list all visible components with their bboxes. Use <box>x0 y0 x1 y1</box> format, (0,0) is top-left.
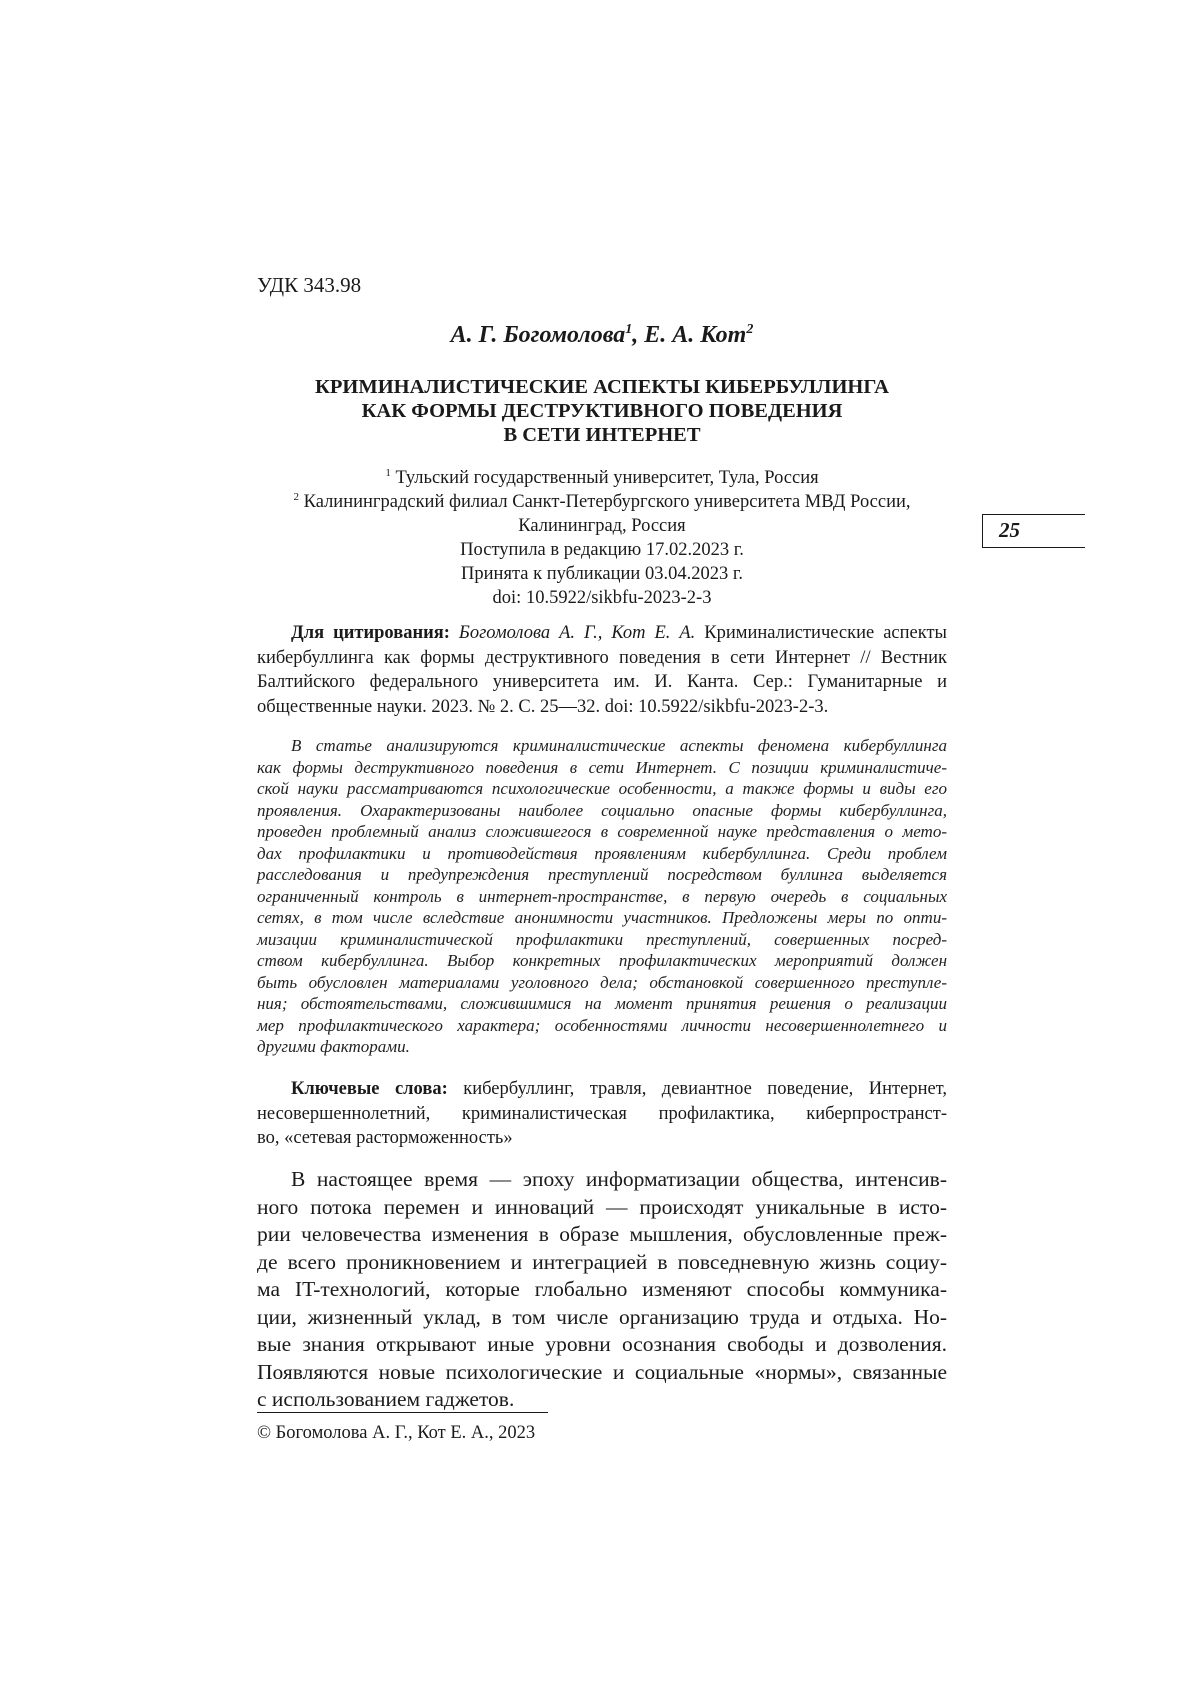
keywords-text: кибербуллинг, травля, девиантное поведение, Интернет, <box>447 1079 947 1099</box>
affiliation-2-sup: 2 <box>293 490 299 503</box>
page-number-box <box>982 514 1085 548</box>
received-date: Поступила в редакцию 17.02.2023 г. <box>460 540 744 560</box>
body-line: ного потока перемен и инноваций — происходят уникальные в исто- <box>257 1194 947 1219</box>
article-title <box>257 375 947 447</box>
body-line: В настоящее время — эпоху информатизации общества, интенсив- <box>291 1167 947 1191</box>
abstract-line: ской науки рассматриваются психологические особенности, а также формы и виды его <box>257 779 947 798</box>
abstract-line: мизации криминалистической профилактики преступлений, совершенных посред- <box>257 929 947 949</box>
title-line: КРИМИНАЛИСТИЧЕСКИЕ АСПЕКТЫ КИБЕРБУЛЛИНГА <box>315 376 889 398</box>
abstract-line: ством кибербуллинга. Выбор конкретных профилактических мероприятий должен <box>257 951 947 970</box>
abstract-line: как формы деструктивного поведения в сети Интернет. С позиции криминалистиче- <box>257 757 947 777</box>
copyright-note: © Богомолова А. Г., Кот Е. А., 2023 <box>257 1423 536 1443</box>
doi: doi: 10.5922/sikbfu-2023-2-3 <box>492 588 712 608</box>
author-separator: , <box>632 322 645 348</box>
body-line: ма IT-технологий, которые глобально изменяют способы коммуника- <box>257 1277 947 1301</box>
keywords-line <box>257 1077 947 1102</box>
affiliation-1 <box>257 466 947 490</box>
abstract-line: ния; обстоятельствами, сложившимися на момент принятия решения о реализации <box>257 994 947 1013</box>
abstract-line: проведен проблемный анализ сложившегося в современной науке представления о мето- <box>257 822 947 841</box>
body-line: Появляются новые психологические и социальные «нормы», связанные <box>257 1359 947 1384</box>
abstract <box>257 735 947 1058</box>
abstract-line: В статье анализируются криминалистические аспекты феномена кибербуллинга <box>291 736 947 755</box>
title-line: В СЕТИ ИНТЕРНЕТ <box>503 424 701 446</box>
abstract-line: быть обусловлен материалами уголовного дела; обстановкой совершенного преступле- <box>257 972 947 992</box>
body-line: вые знания открывают иные уровни осознания свободы и дозволения. <box>257 1332 947 1356</box>
abstract-line: проявления. Охарактеризованы наиболее социально опасные формы кибербуллинга, <box>257 800 947 820</box>
abstract-line: расследования и предупреждения преступлений посредством буллинга выделяется <box>257 865 947 884</box>
footnote-divider <box>257 1412 548 1413</box>
keywords-block <box>257 1077 947 1151</box>
author-1-sup: 1 <box>625 322 633 337</box>
author-2-sup: 2 <box>746 322 754 337</box>
abstract-line: другими факторами. <box>257 1037 410 1056</box>
title-line: КАК ФОРМЫ ДЕСТРУКТИВНОГО ПОВЕДЕНИЯ <box>361 400 843 422</box>
citation-label: Для цитирования: <box>291 623 450 643</box>
authors-line <box>257 322 947 349</box>
keywords-line: несовершеннолетний, криминалистическая профилактика, киберпространст- <box>257 1103 947 1124</box>
abstract-line: сетях, в том числе вследствие анонимности участников. Предложены меры по опти- <box>257 908 947 927</box>
author-1: А. Г. Богомолова <box>450 322 626 348</box>
citation-authors: Богомолова А. Г., Кот Е. А. <box>449 623 696 643</box>
body-line: рии человечества изменения в образе мышления, обусловленные преж- <box>257 1222 947 1246</box>
affiliation-2-city: Калининград, Россия <box>518 516 686 536</box>
keywords-label: Ключевые слова: <box>291 1079 448 1099</box>
body-line: де всего проникновением и интеграцией в повседневную жизнь социу- <box>257 1249 947 1274</box>
page-number: 25 <box>999 518 1020 542</box>
body-line: с использованием гаджетов. <box>257 1387 515 1411</box>
affiliation-2 <box>257 490 947 514</box>
udk-code: УДК 343.98 <box>257 273 362 297</box>
body-line: ции, жизненный уклад, в том числе организацию труда и отдыха. Но- <box>257 1304 947 1329</box>
affiliation-1-text: Тульский государственный университет, Тула, Россия <box>390 468 819 488</box>
accepted-date: Принята к публикации 03.04.2023 г. <box>461 564 743 584</box>
affiliations <box>257 466 947 610</box>
citation-text: Криминалистические аспекты кибербуллинга как формы деструктивного поведения в сети Интернет // Вестник Балтийского федерального университета им. И. Канта. Сер.: Гуманитарные и общественные науки. 2023. № 2. С. 25—32. doi: 10.5922/sikbfu-2023-2-3. <box>257 623 947 717</box>
affiliation-2-text: Калининградский филиал Санкт-Петербургского университета МВД России, <box>298 492 911 512</box>
abstract-line: ограниченный контроль в интернет-пространстве, в первую очередь в социальных <box>257 886 947 906</box>
author-2: Е. А. Кот <box>644 322 747 348</box>
body-paragraph <box>257 1166 947 1414</box>
abstract-line: дах профилактики и противодействия проявлениям кибербуллинга. Среди проблем <box>257 843 947 863</box>
citation-block <box>257 621 947 719</box>
affiliation-1-sup: 1 <box>385 466 391 479</box>
abstract-line: мер профилактического характера; особенностями личности несовершеннолетнего и <box>257 1015 947 1035</box>
keywords-line: во, «сетевая расторможенность» <box>257 1128 513 1148</box>
